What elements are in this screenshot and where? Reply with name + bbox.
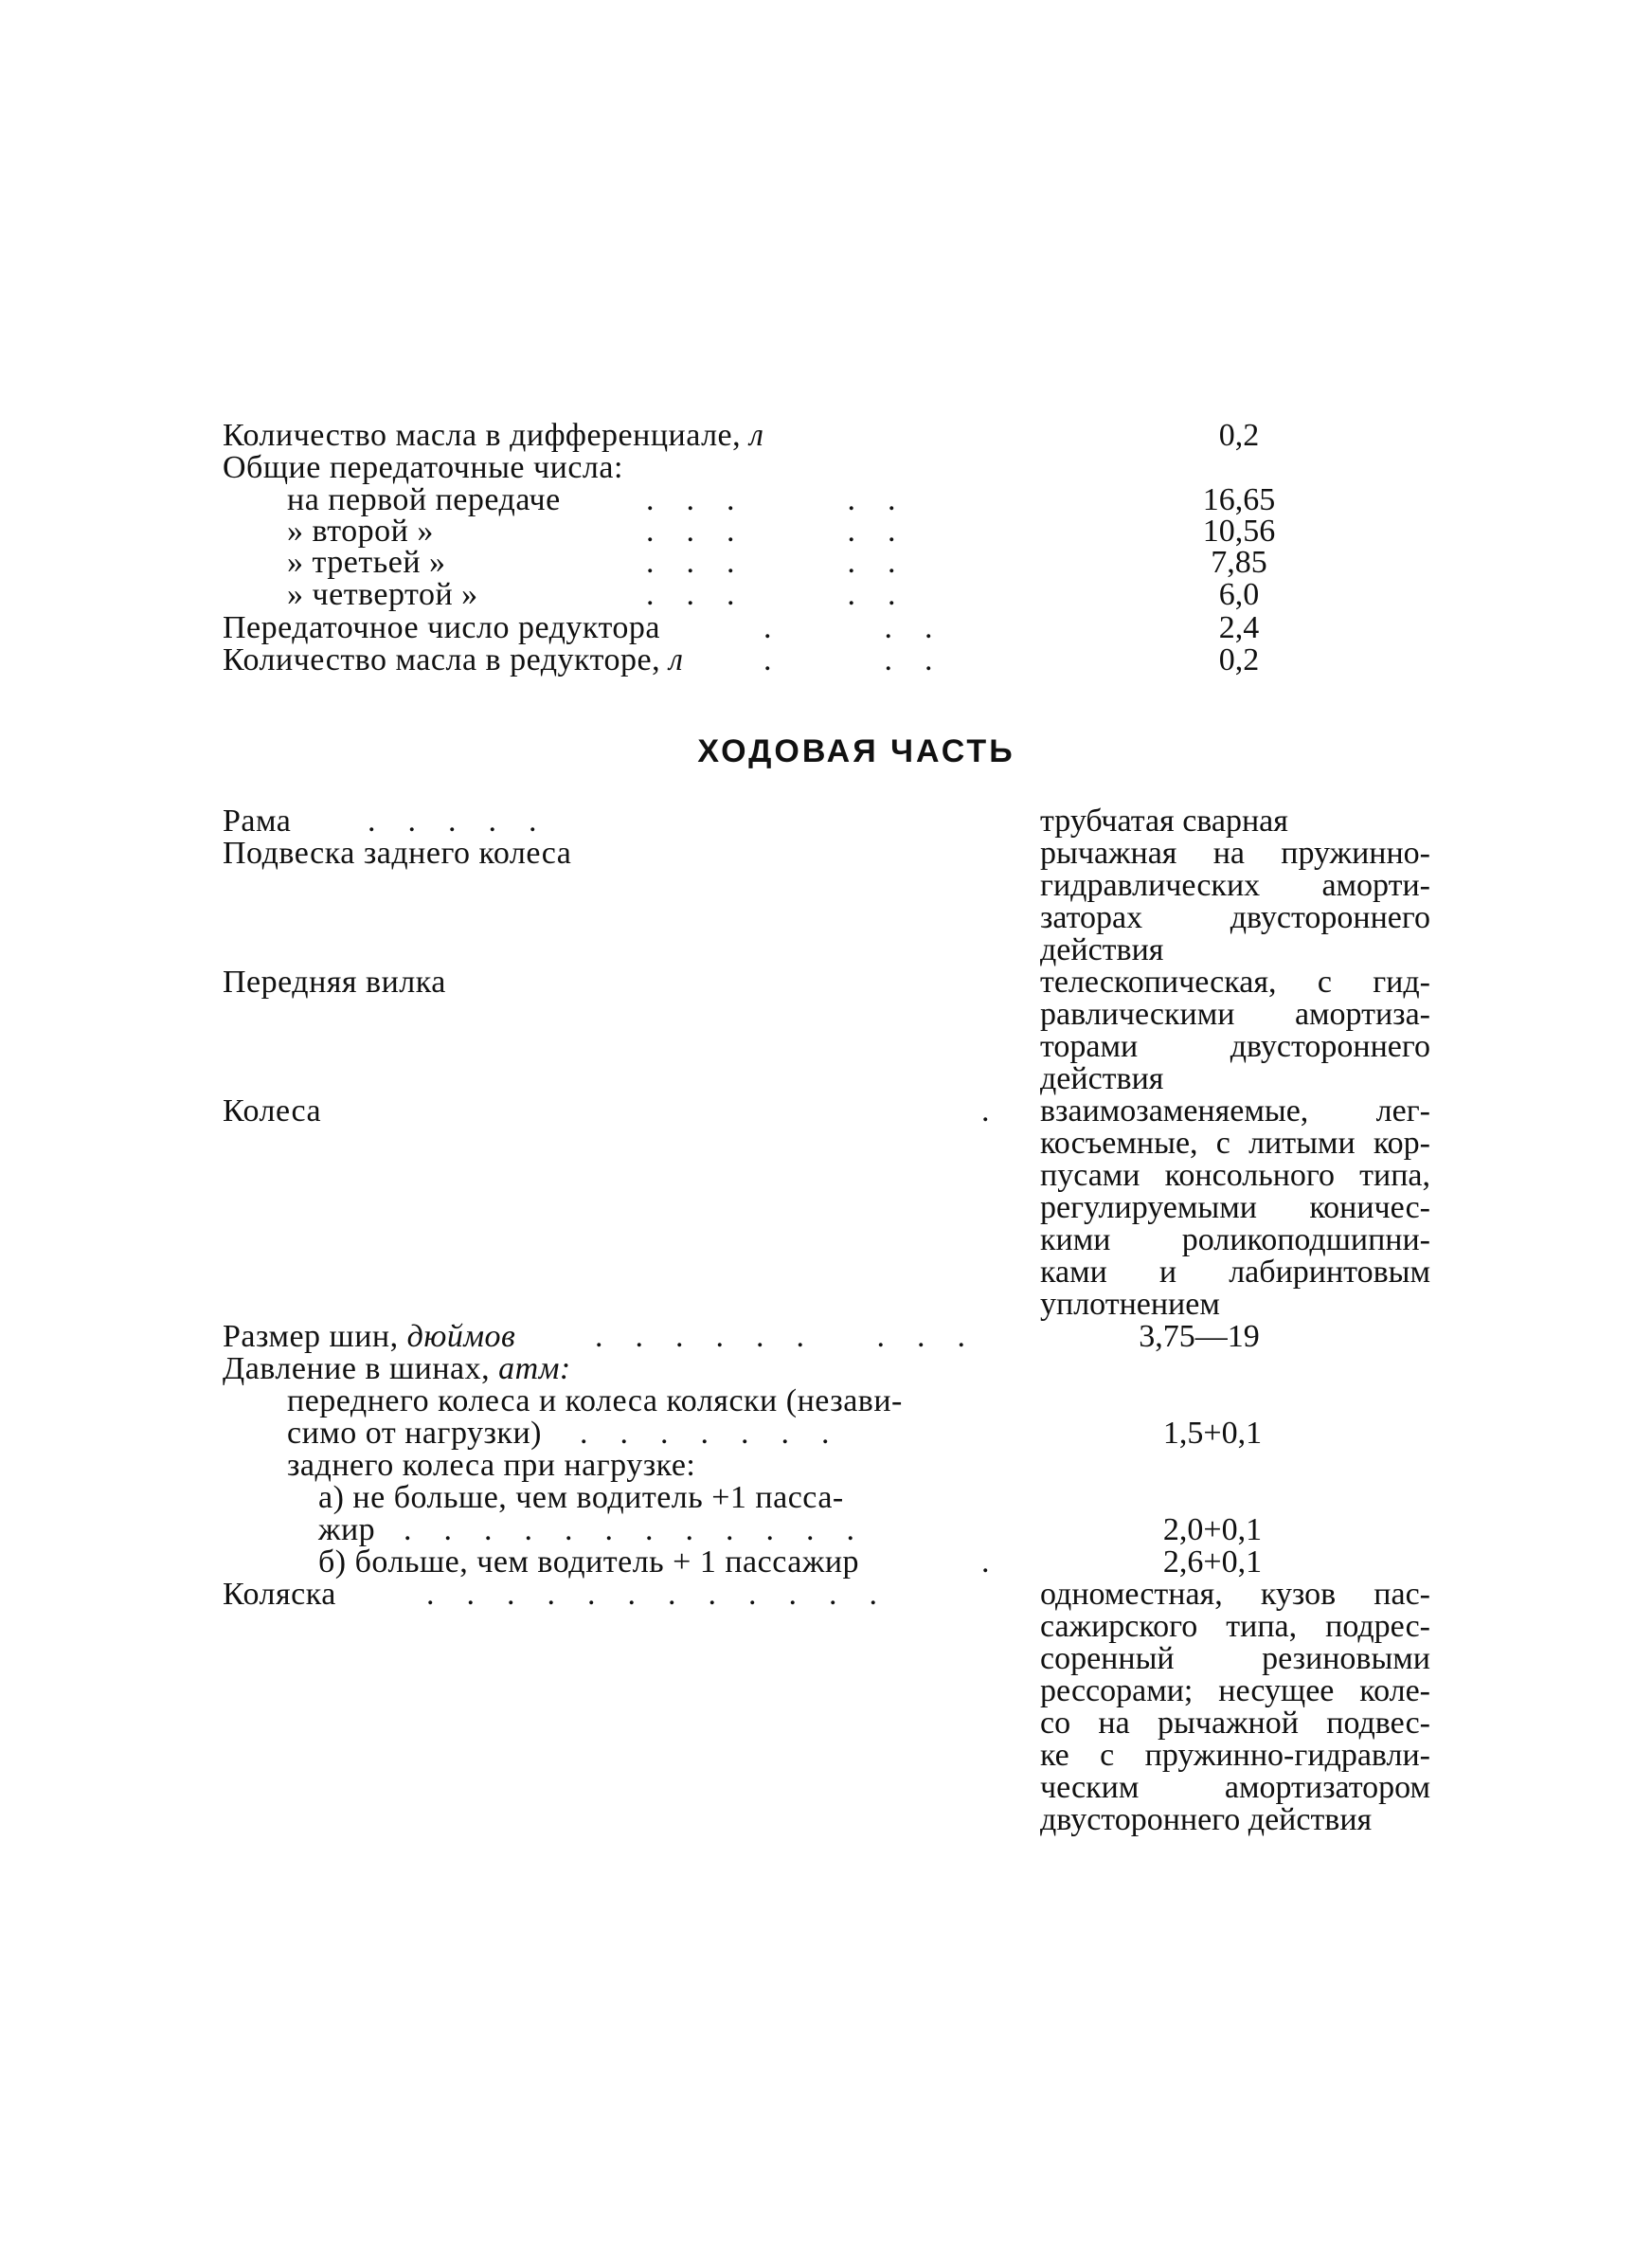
desc-line: ке с пружинно-гидравли- [1040,1738,1430,1773]
wheels-description [1040,1095,1430,1321]
leader-dots: . . . . . . . . . [595,1319,965,1354]
desc-line: гидравлических аморти- [1040,868,1430,903]
desc-line: действия [1040,1061,1164,1096]
rear-pressure-label: заднего колеса при нагрузке: [287,1448,696,1483]
rear-suspension-label: Подвеска заднего колеса [223,836,572,871]
desc-line: трубчатая сварная [1040,803,1288,839]
desc-line: косъемные, с литыми кор- [1040,1126,1430,1161]
gear-ratios-header: Общие передаточные числа: [223,450,623,485]
oil-differential-label: Количество масла в дифференциале, л [223,418,764,453]
leader-dots: . . . . . [646,545,896,580]
sidecar-description [1040,1579,1430,1836]
leader-dots: . . . [763,642,933,677]
leader-dots: . . . . . [646,482,896,517]
reducer-ratio-label: Передаточное число редуктора [223,610,660,645]
leader-dots: . . . . . . . . . . . . [404,1512,854,1547]
tire-size-label: Размер шин, дюймов [223,1319,516,1354]
desc-line: ческим амортизатором [1040,1770,1430,1805]
desc-line: рессорами; несущее коле- [1040,1673,1430,1708]
leader-dots: . . . . . [646,577,896,612]
front-fork-label: Передняя вилка [223,965,446,1000]
desc-line: со на рычажной подвес- [1040,1706,1430,1741]
desc-line: взаимозаменяемые, лег- [1040,1093,1430,1128]
desc-line: ками и лабиринтовым [1040,1255,1430,1290]
oil-differential-value: 0,2 [1218,418,1260,453]
oil-reducer-label: Количество масла в редукторе, л [223,642,684,677]
front-fork-description [1040,966,1430,1095]
desc-line: телескопическая, с гид- [1040,965,1430,1000]
rear-pressure-b-line: б) больше, чем водитель + 1 пассажир [318,1544,860,1580]
leader-dots: . . . . . . . [580,1416,830,1451]
desc-line: уплотнением [1040,1287,1220,1322]
leader-dots: . [981,1093,990,1128]
sidecar-label: Коляска [223,1577,336,1612]
desc-line: торами двустороннего [1040,1029,1430,1064]
desc-line: двустороннего действия [1040,1802,1373,1837]
front-pressure-line1: переднего колеса и колеса коляски (незави- [287,1383,903,1418]
tire-size-value: 3,75—19 [1139,1319,1260,1354]
front-pressure-line2: симо от нагрузки) [287,1416,542,1451]
leader-dots: . . . [763,610,933,645]
leader-dots: . . . . . . . . . . . . [426,1577,877,1612]
rear-pressure-a-line2: жир [318,1512,376,1547]
gear2-value: 10,56 [1202,514,1276,549]
frame-description [1040,805,1430,838]
gear3-label: » третьей » [287,545,446,580]
gear3-value: 7,85 [1211,545,1267,580]
leader-dots: . . . . . [646,514,896,549]
desc-line: регулируемыми коничес- [1040,1190,1430,1225]
gear1-label: на первой передаче [287,482,561,517]
desc-line: кими роликоподшипни- [1040,1222,1430,1257]
gear2-label: » второй » [287,514,434,549]
gear1-value: 16,65 [1202,482,1276,517]
desc-line: пусами консольного типа, [1040,1158,1430,1193]
reducer-ratio-value: 2,4 [1218,610,1260,645]
desc-line: одноместная, кузов пас- [1040,1577,1430,1612]
leader-dots: . [981,1544,990,1580]
rear-suspension-description [1040,838,1430,966]
rear-pressure-a-value: 2,0+0,1 [1162,1512,1263,1547]
desc-line: действия [1040,932,1164,967]
frame-label: Рама [223,803,292,839]
section-title: ХОДОВАЯ ЧАСТЬ [697,733,1015,769]
tire-pressure-label: Давление в шинах, атм: [223,1351,571,1386]
wheels-label: Колеса [223,1093,322,1128]
rear-pressure-a-line1: а) не больше, чем водитель +1 пасса- [318,1480,844,1515]
oil-reducer-value: 0,2 [1218,642,1260,677]
leader-dots: . . . . . [368,803,537,839]
gear4-label: » четвертой » [287,577,478,612]
desc-line: рычажная на пружинно- [1040,836,1430,871]
desc-line: соренный резиновыми [1040,1641,1430,1676]
desc-line: сажирского типа, подрес- [1040,1609,1430,1644]
rear-pressure-b-value: 2,6+0,1 [1162,1544,1263,1580]
gear4-value: 6,0 [1218,577,1260,612]
desc-line: заторах двустороннего [1040,900,1430,935]
desc-line: равлическими амортиза- [1040,997,1430,1032]
front-pressure-value: 1,5+0,1 [1162,1416,1263,1451]
